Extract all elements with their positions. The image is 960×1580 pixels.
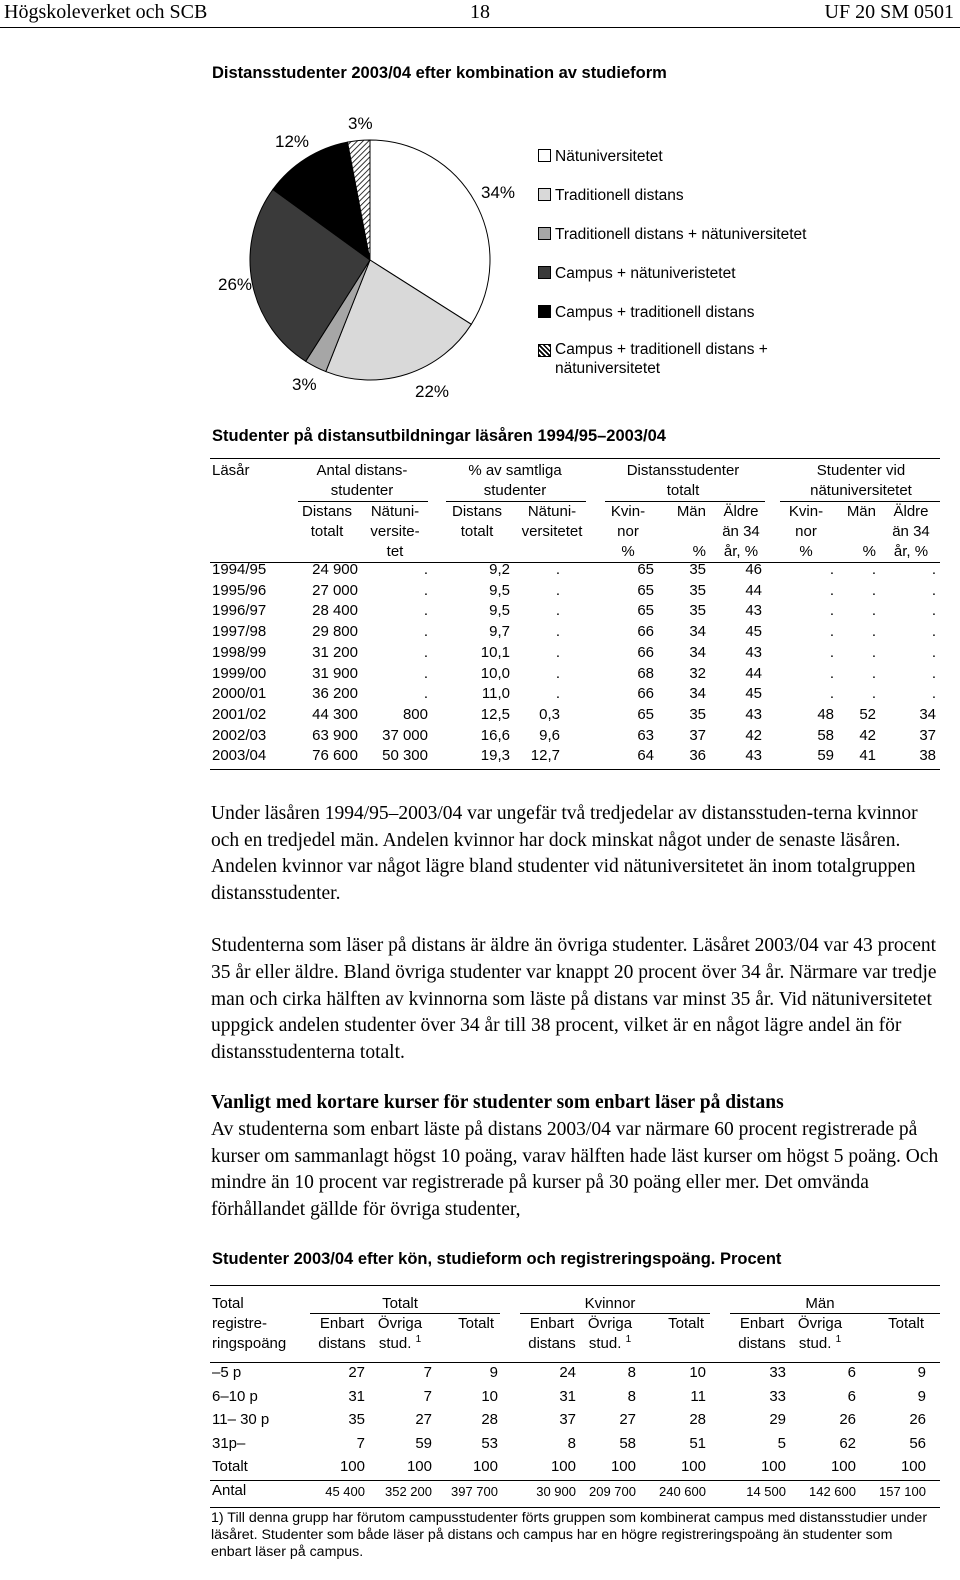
col-header: Män xyxy=(676,503,706,520)
group-rule xyxy=(298,501,428,502)
table-cell: 27 xyxy=(348,1364,365,1381)
col-header: Distans xyxy=(301,503,353,520)
table-cell: . xyxy=(871,643,876,661)
section-heading: Vanligt med kortare kurser för studenter som enbart läser på distans xyxy=(211,1092,784,1114)
col-header: år, % xyxy=(723,543,759,560)
col-header: Män xyxy=(846,503,876,520)
legend-item: Traditionell distans + nätuniversitetet xyxy=(538,226,806,244)
table-cell: 35 xyxy=(689,581,706,599)
row-label: 1999/00 xyxy=(212,664,267,682)
legend-swatch xyxy=(538,188,551,201)
table-cell: 56 xyxy=(909,1434,926,1452)
table-cell: 11 xyxy=(690,1387,706,1405)
col-header: totalt xyxy=(310,523,344,540)
group-header-natuniversitetet: Studenter vid xyxy=(816,462,906,479)
legend-swatch xyxy=(538,149,551,162)
row-label: 2003/04 xyxy=(212,747,267,765)
table-cell: 34 xyxy=(689,643,706,661)
col-header: % xyxy=(692,543,706,560)
row-label: 2001/02 xyxy=(212,705,267,723)
group-header-procent: % av samtliga xyxy=(468,462,562,479)
table-cell: 10 xyxy=(689,1364,706,1381)
col-header-lasar: Läsår xyxy=(212,462,250,479)
col-header-registrering: ringspoäng xyxy=(212,1335,287,1352)
table-cell: 0,3 xyxy=(539,705,560,723)
table-cell: 10,1 xyxy=(480,643,510,661)
pie-label-traditionell-natuni: 3% xyxy=(292,375,317,394)
table-cell: 50 300 xyxy=(382,747,428,765)
col-header: distans xyxy=(318,1335,366,1352)
group-rule xyxy=(520,1313,710,1314)
col-header: Övriga xyxy=(377,1315,423,1332)
col-header: Kvin- xyxy=(788,503,824,520)
table-cell: 43 xyxy=(745,705,762,723)
pie-label-natuniversitetet: 34% xyxy=(481,183,516,202)
table-cell: . xyxy=(555,561,560,578)
table-cell: . xyxy=(423,643,428,661)
col-header: nor xyxy=(795,523,817,540)
table-cell: 100 xyxy=(550,1458,576,1476)
table-cell: 36 200 xyxy=(312,685,358,703)
table-cell: 58 xyxy=(619,1434,636,1452)
col-header: Övriga xyxy=(587,1315,633,1332)
table-cell: . xyxy=(555,623,560,641)
table-cell: 28 xyxy=(689,1411,706,1429)
table-cell: 52 xyxy=(859,705,876,723)
table-cell: . xyxy=(423,561,428,578)
table-cell: . xyxy=(829,623,834,641)
table-cell: . xyxy=(423,581,428,599)
row-label: 1995/96 xyxy=(212,581,267,599)
table-cell: 37 xyxy=(689,726,706,744)
row-label: 2000/01 xyxy=(212,685,267,703)
table-cell: . xyxy=(555,664,560,682)
table-cell: . xyxy=(555,685,560,703)
header-left: Högskoleverket och SCB xyxy=(4,1,208,23)
pie-chart xyxy=(0,0,960,460)
table-cell: 66 xyxy=(637,623,654,641)
table-cell: 38 xyxy=(919,747,936,765)
pie-label-campus-traditionell: 12% xyxy=(275,132,310,151)
group-header-kvinnor: Kvinnor xyxy=(584,1295,636,1312)
table-cell: 31 900 xyxy=(312,664,358,682)
table-cell: 53 xyxy=(481,1434,498,1452)
table2-top-rule xyxy=(210,1285,940,1286)
table-cell: 45 xyxy=(745,623,762,641)
table-cell: 9 xyxy=(917,1387,926,1405)
table-cell: 142 600 xyxy=(809,1484,856,1499)
pie-label-traditionell-distans: 22% xyxy=(415,382,450,401)
table-cell: . xyxy=(931,685,936,703)
col-header: % xyxy=(799,543,813,560)
table-cell: 31 xyxy=(348,1387,365,1405)
col-header: versitetet xyxy=(521,523,583,540)
table-cell: . xyxy=(871,581,876,599)
table-cell: 42 xyxy=(745,726,762,744)
table-cell: 48 xyxy=(817,705,834,723)
legend-item: Traditionell distans xyxy=(538,187,684,205)
col-header: tet xyxy=(386,543,404,560)
row-label: 2002/03 xyxy=(212,726,267,744)
col-header: Nätuni- xyxy=(527,503,577,520)
table-cell: 7 xyxy=(423,1364,432,1381)
table-cell: 16,6 xyxy=(480,726,510,744)
col-header: stud. $^1$ xyxy=(798,1334,842,1352)
table-cell: 66 xyxy=(637,685,654,703)
table-cell: 209 700 xyxy=(589,1484,636,1499)
table-cell: 11,0 xyxy=(481,685,510,703)
table-cell: 100 xyxy=(610,1458,636,1476)
table-cell: 66 xyxy=(637,643,654,661)
table-cell: 43 xyxy=(745,747,762,765)
col-header: än 34 xyxy=(892,523,930,540)
table-cell: 800 xyxy=(402,705,428,723)
row-label: –5 p xyxy=(212,1364,242,1381)
table1-title: Studenter på distansutbildningar läsåren 1994/95–2003/04 xyxy=(212,427,666,445)
table-cell: . xyxy=(423,664,428,682)
table-cell: 29 xyxy=(769,1411,786,1429)
table-cell: 65 xyxy=(637,705,654,723)
table-cell: 43 xyxy=(745,643,762,661)
group-header-totalt: Totalt xyxy=(382,1295,418,1312)
col-header: nor xyxy=(617,523,639,540)
group-header-man: Män xyxy=(805,1295,835,1312)
table-cell: . xyxy=(829,602,834,620)
table-cell: 65 xyxy=(637,581,654,599)
pie-label-campus-natuni: 26% xyxy=(218,275,253,294)
table-cell: . xyxy=(931,623,936,641)
col-header: Enbart xyxy=(529,1315,575,1332)
table-cell: 44 300 xyxy=(312,705,358,723)
col-header: Äldre xyxy=(893,503,929,520)
table-cell: . xyxy=(871,664,876,682)
table-cell: . xyxy=(931,561,936,578)
table-cell: 100 xyxy=(339,1458,365,1476)
table-cell: 8 xyxy=(627,1364,636,1381)
table-cell: . xyxy=(871,602,876,620)
table-cell: 8 xyxy=(627,1387,636,1405)
table-cell: 28 400 xyxy=(312,602,358,620)
table-cell: 7 xyxy=(423,1387,432,1405)
header-rule xyxy=(210,1362,940,1363)
table-cell: 240 600 xyxy=(659,1484,706,1499)
group-rule xyxy=(446,501,586,502)
body-text xyxy=(211,801,941,1223)
col-header: % xyxy=(862,543,876,560)
table-cell: 46 xyxy=(745,561,762,578)
row-label: 1994/95 xyxy=(212,561,267,578)
legend-swatch xyxy=(538,305,551,318)
legend-item: Nätuniversitetet xyxy=(538,148,663,166)
table-cell: 59 xyxy=(817,747,834,765)
group-header-distansstudenter: Distansstudenter xyxy=(626,462,740,479)
table-cell: . xyxy=(555,581,560,599)
table-cell: 9,7 xyxy=(489,623,510,641)
legend-item: Campus + traditionell distans + nätuniversitetet xyxy=(538,343,838,378)
table-cell: 157 100 xyxy=(879,1484,926,1499)
col-header: Enbart xyxy=(319,1315,365,1332)
table-cell: 29 800 xyxy=(312,623,358,641)
table-cell: 10 xyxy=(481,1387,498,1405)
table-cell: 397 700 xyxy=(451,1484,498,1499)
table-cell: 352 200 xyxy=(385,1484,432,1499)
table-cell: 62 xyxy=(839,1434,856,1452)
table-cell: 7 xyxy=(356,1434,365,1452)
col-header: versite- xyxy=(370,523,420,540)
table-cell: 37 xyxy=(919,726,936,744)
table-cell: 65 xyxy=(637,602,654,620)
table-cell: 24 900 xyxy=(312,561,358,578)
group-header-procent: studenter xyxy=(483,482,547,499)
table-cell: . xyxy=(931,602,936,620)
group-header-distansstudenter: totalt xyxy=(666,482,700,499)
col-header: stud. $^1$ xyxy=(378,1334,422,1352)
group-header-natuniversitetet: nätuniversitetet xyxy=(810,482,912,499)
legend-swatch xyxy=(538,344,551,357)
chart-title: Distansstudenter 2003/04 efter kombination av studieform xyxy=(212,64,667,82)
col-header-registrering: registre- xyxy=(212,1315,268,1332)
table-cell: 100 xyxy=(830,1458,856,1476)
table-cell: 34 xyxy=(689,623,706,641)
table-cell: 45 400 xyxy=(325,1484,365,1499)
table-cell: 6 xyxy=(847,1364,856,1381)
table-cell: 44 xyxy=(745,581,762,599)
table-cell: 5 xyxy=(777,1434,786,1452)
group-rule xyxy=(730,1313,940,1314)
table-cell: . xyxy=(931,581,936,599)
table-cell: . xyxy=(871,685,876,703)
table-cell: 33 xyxy=(769,1364,786,1381)
legend-item: Campus + nätuniveristetet xyxy=(538,265,736,283)
group-rule xyxy=(605,501,765,502)
col-header: Enbart xyxy=(739,1315,785,1332)
table-cell: 35 xyxy=(689,602,706,620)
table-cell: . xyxy=(423,685,428,703)
table-cell: . xyxy=(555,602,560,620)
table-cell: 8 xyxy=(567,1434,576,1452)
row-label: 1996/97 xyxy=(212,602,267,620)
table-cell: 35 xyxy=(348,1411,365,1429)
paragraph: Studenterna som läser på distans är äldre än övriga studenter. Läsåret 2003/04 var 43 procent 35 år eller äldre. Bland övriga studenter var knappt 20 procent över 34 år. Närmare var tredje man och cirka hälften av kvinnorna som läste på distans var minst 35 år. Vid nätuniversitetet uppgick andelen studenter över 34 år till 38 procent, vilket är en något lägre andel än för distansstudenterna totalt. xyxy=(211,935,937,1063)
row-label: 1998/99 xyxy=(212,643,267,661)
table-cell: 9 xyxy=(917,1364,926,1381)
table2-bottom-rule xyxy=(210,1507,940,1508)
page-number: 18 xyxy=(470,1,490,23)
row-label: 11– 30 p xyxy=(212,1411,270,1429)
legend-item: Campus + traditionell distans xyxy=(538,304,754,322)
table-cell: 41 xyxy=(859,747,876,765)
group-header-antal: studenter xyxy=(330,482,394,499)
table-cell: 27 000 xyxy=(312,581,358,599)
table-cell: 68 xyxy=(637,664,654,682)
row-label: 31p– xyxy=(212,1434,246,1452)
col-header: distans xyxy=(528,1335,576,1352)
table-cell: . xyxy=(423,602,428,620)
table-cell: 59 xyxy=(415,1434,432,1452)
table-cell: 100 xyxy=(472,1458,498,1476)
table-cell: 32 xyxy=(689,664,706,682)
table-cell: 26 xyxy=(909,1411,926,1429)
col-header: Övriga xyxy=(797,1315,843,1332)
table-cell: 37 xyxy=(559,1411,576,1429)
total-rule xyxy=(210,1480,940,1481)
group-rule xyxy=(310,1313,500,1314)
col-header-registrering: Total xyxy=(212,1295,244,1312)
table-cell: 63 xyxy=(637,726,654,744)
table-cell: . xyxy=(871,623,876,641)
table-cell: 34 xyxy=(919,705,936,723)
table-cell: 35 xyxy=(689,705,706,723)
col-header: Kvin- xyxy=(610,503,646,520)
row-label: Totalt xyxy=(212,1458,248,1476)
col-header: år, % xyxy=(893,543,929,560)
col-header: Nätuni- xyxy=(370,503,420,520)
footnote: 1) Till denna grupp har förutom campusstudenter förts gruppen som kombinerat campus med distansstudier under läsåret. Studenter som både läser på distans och campus har en högre registreringspoäng än studenter som enbart läser på campus. xyxy=(211,1510,928,1560)
table-cell: 37 000 xyxy=(382,726,428,744)
table-cell: . xyxy=(829,664,834,682)
table-cell: 42 xyxy=(859,726,876,744)
table-cell: 76 600 xyxy=(312,747,358,765)
table-cell: 58 xyxy=(817,726,834,744)
table-cell: . xyxy=(829,561,834,578)
table-cell: 9,5 xyxy=(489,581,510,599)
col-header: stud. $^1$ xyxy=(588,1334,632,1352)
table-cell: 45 xyxy=(745,685,762,703)
col-header: Totalt xyxy=(668,1315,704,1332)
group-rule xyxy=(780,501,940,502)
table-cell: 14 500 xyxy=(746,1484,786,1499)
col-header: totalt xyxy=(460,523,494,540)
table-cell: 34 xyxy=(689,685,706,703)
pie-label-campus-trad-natuni: 3% xyxy=(348,114,373,133)
row-label: 1997/98 xyxy=(212,623,267,641)
table-cell: 28 xyxy=(481,1411,498,1429)
col-header: Totalt xyxy=(458,1315,494,1332)
table-cell: 35 xyxy=(689,561,706,578)
table-cell: 9,5 xyxy=(489,602,510,620)
table-cell: 63 900 xyxy=(312,726,358,744)
table-cell: 24 xyxy=(559,1364,576,1381)
table-cell: 100 xyxy=(900,1458,926,1476)
col-header: Totalt xyxy=(888,1315,924,1332)
table-cell: 19,3 xyxy=(480,747,510,765)
table-cell: 27 xyxy=(415,1411,432,1429)
table-cell: 64 xyxy=(637,747,654,765)
table-cell: . xyxy=(423,623,428,641)
table2-title: Studenter 2003/04 efter kön, studieform och registreringspoäng. Procent xyxy=(212,1250,782,1268)
table-cell: . xyxy=(555,643,560,661)
table-cell: 9,6 xyxy=(539,726,560,744)
header-right: UF 20 SM 0501 xyxy=(824,1,954,23)
table-cell: 43 xyxy=(745,602,762,620)
col-header: distans xyxy=(738,1335,786,1352)
table-cell: 12,5 xyxy=(480,705,510,723)
table-cell: 100 xyxy=(406,1458,432,1476)
col-header: Distans xyxy=(451,503,503,520)
table-cell: 33 xyxy=(769,1387,786,1405)
table-cell: . xyxy=(829,685,834,703)
table-cell: . xyxy=(931,643,936,661)
table-cell: . xyxy=(931,664,936,682)
table-cell: 30 900 xyxy=(536,1484,576,1499)
col-header: än 34 xyxy=(722,523,760,540)
table-cell: 10,0 xyxy=(480,664,510,682)
table-cell: 100 xyxy=(760,1458,786,1476)
table-cell: 9,2 xyxy=(489,561,510,578)
table1-bottom-rule xyxy=(210,769,940,770)
table-cell: 27 xyxy=(619,1411,636,1429)
table-cell: 12,7 xyxy=(530,747,560,765)
table-cell: . xyxy=(829,643,834,661)
paragraph: Av studenterna som enbart läste på distans 2003/04 var närmare 60 procent registrerade på kurser om sammanlagt högst 10 poäng, varav hälften hade läst kurser om högst 5 poäng. Och mindre än 10 procent var registrerade på kurser på 30 poäng eller mer. Det omvända förhållandet gällde för övriga studenter, xyxy=(211,1118,939,1220)
table-cell: 6 xyxy=(847,1387,856,1405)
table-cell: 9 xyxy=(489,1364,498,1381)
legend-swatch xyxy=(538,227,551,240)
table-cell: . xyxy=(829,581,834,599)
table-cell: . xyxy=(871,561,876,578)
table-cell: 100 xyxy=(680,1458,706,1476)
table-cell: 36 xyxy=(689,747,706,765)
table-cell: 31 200 xyxy=(312,643,358,661)
col-header: Äldre xyxy=(723,503,759,520)
group-header-antal: Antal distans- xyxy=(316,462,408,479)
row-label: 6–10 p xyxy=(212,1387,258,1405)
table-cell: 44 xyxy=(745,664,762,682)
col-header: % xyxy=(621,543,635,560)
paragraph: Under läsåren 1994/95–2003/04 var ungefär två tredjedelar av distansstuden-terna kvinnor och en tredjedel män. Andelen kvinnor har dock minskat något under de senaste läsåren. Andelen kvinnor var något lägre bland studenter vid nätuniversitetet än inom totalgruppen distansstudenter. xyxy=(211,803,918,904)
table-cell: 26 xyxy=(839,1411,856,1429)
table-cell: 31 xyxy=(559,1387,576,1405)
row-label: Antal xyxy=(212,1482,247,1499)
table1-top-rule xyxy=(210,458,940,459)
table-cell: 65 xyxy=(637,561,654,578)
legend-swatch xyxy=(538,266,551,279)
table-cell: 51 xyxy=(689,1434,706,1452)
